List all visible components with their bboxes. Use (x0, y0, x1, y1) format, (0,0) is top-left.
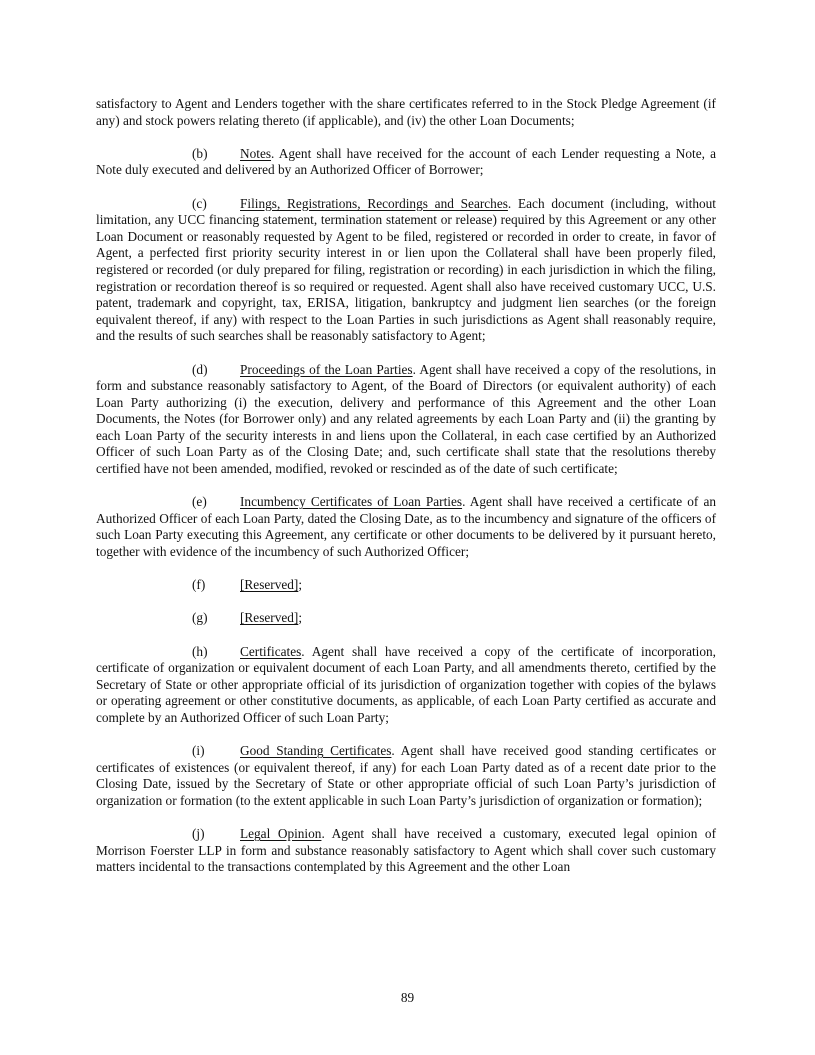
section-title: Proceedings of the Loan Parties (240, 361, 413, 377)
section-c (96, 196, 716, 345)
section-body: . Agent shall have received a customary, executed legal opinion of Morrison Foerster LLP in form and substance reasonably satisfactory to Agent which shall cover such customary matters incidental to the transactions contemplated by this Agreement and the other Loan (96, 826, 716, 875)
section-title: Legal Opinion (240, 826, 322, 842)
section-body: ; (298, 577, 303, 593)
section-title: Good Standing Certificates (240, 743, 392, 759)
page-number: 89 (400, 990, 415, 1005)
section-number: (f) (192, 577, 206, 593)
intro-paragraph: satisfactory to Agent and Lenders together with the share certificates referred to in the Stock Pledge Agreement (if any) and stock powers relating thereto (if applicable), and (iv) the other Loan Documents; (96, 96, 716, 128)
section-body: . Each document (including, without limitation, any UCC financing statement, termination statement or release) required by this Agreement or any other Loan Document or reasonably requested by Agent to be filed, registered or recorded in order to create, in favor of Agent, a perfected first priority security interest in or lien upon the Collateral shall have been properly filed, registered or recorded (or duly prepared for filing, registration or recording) in each jurisdiction in which the filing, registration or recordation thereof is so required or requested. Agent shall also have received customary UCC, U.S. patent, trademark and copyright, tax, ERISA, litigation, bankruptcy and judgment lien searches (or the foreign equivalent thereof, if any) with respect to the Loan Parties in such jurisdictions as Agent shall reasonably require, and the results of such searches shall be reasonably satisfactory to Agent; (96, 195, 716, 344)
section-d (96, 362, 716, 478)
section-title: Certificates (240, 643, 302, 659)
section-f (96, 577, 716, 594)
section-title: Notes (240, 145, 272, 161)
section-body: . Agent shall have received a copy of the resolutions, in form and substance reasonably satisfactory to Agent, of the Board of Directors (or equivalent authority) of each Loan Party authorizing (i) the execution, delivery and performance of this Agreement and the other Loan Documents, the Notes (for Borrower only) and any related agreements by each Loan Party and (ii) the granting by each Loan Party of the security interests in and liens upon the Collateral, in each case certified by an Authorized Officer of such Loan Party as of the Closing Date; and, such certificate shall state that the resolutions thereby certified have not been amended, modified, revoked or rescinded as of the date of such certificate; (96, 361, 716, 477)
section-number: (g) (192, 610, 208, 626)
section-body: . Agent shall have received good standing certificates or certificates of existences (or equivalent thereof, if any) for each Loan Party dated as of a recent date prior to the Closing Date, issued by the Secretary of State or other appropriate official of such Loan Party’s jurisdiction of organization or formation (to the extent applicable in such Loan Party’s jurisdiction of organization or formation); (96, 743, 716, 808)
section-e (96, 494, 716, 560)
document-page (96, 96, 716, 876)
section-body: . Agent shall have received a copy of the certificate of incorporation, certificate of organization or equivalent document of each Loan Party, and all amendments thereto, certified by the Secretary of State or other appropriate official of its jurisdiction of organization together with copies of the bylaws or operating agreement or other constitutive documents, as applicable, of each Loan Party certified as accurate and complete by an Authorized Officer of such Loan Party; (96, 643, 716, 725)
section-h (96, 644, 716, 727)
section-b (96, 146, 716, 179)
section-title: Incumbency Certificates of Loan Parties (240, 494, 463, 510)
section-number: (d) (192, 361, 208, 377)
section-number: (b) (192, 145, 208, 161)
section-body: ; (298, 610, 303, 626)
section-number: (i) (192, 743, 205, 759)
section-number: (h) (192, 643, 208, 659)
section-title: [Reserved] (240, 577, 299, 593)
section-body: . Agent shall have received for the account of each Lender requesting a Note, a Note duly executed and delivered by an Authorized Officer of Borrower; (96, 145, 716, 178)
section-g (96, 610, 716, 627)
section-title: Filings, Registrations, Recordings and Searches (240, 195, 508, 211)
section-body: . Agent shall have received a certificate of an Authorized Officer of each Loan Party, dated the Closing Date, as to the incumbency and signature of the officers of such Loan Party executing this Agreement, any certificate or other documents to be delivered by it pursuant hereto, together with evidence of the incumbency of such Authorized Officer; (96, 494, 716, 560)
section-j (96, 826, 716, 876)
section-number: (e) (192, 494, 207, 510)
section-number: (j) (192, 826, 205, 842)
section-i (96, 743, 716, 809)
section-title: [Reserved] (240, 610, 299, 626)
section-number: (c) (192, 195, 207, 211)
